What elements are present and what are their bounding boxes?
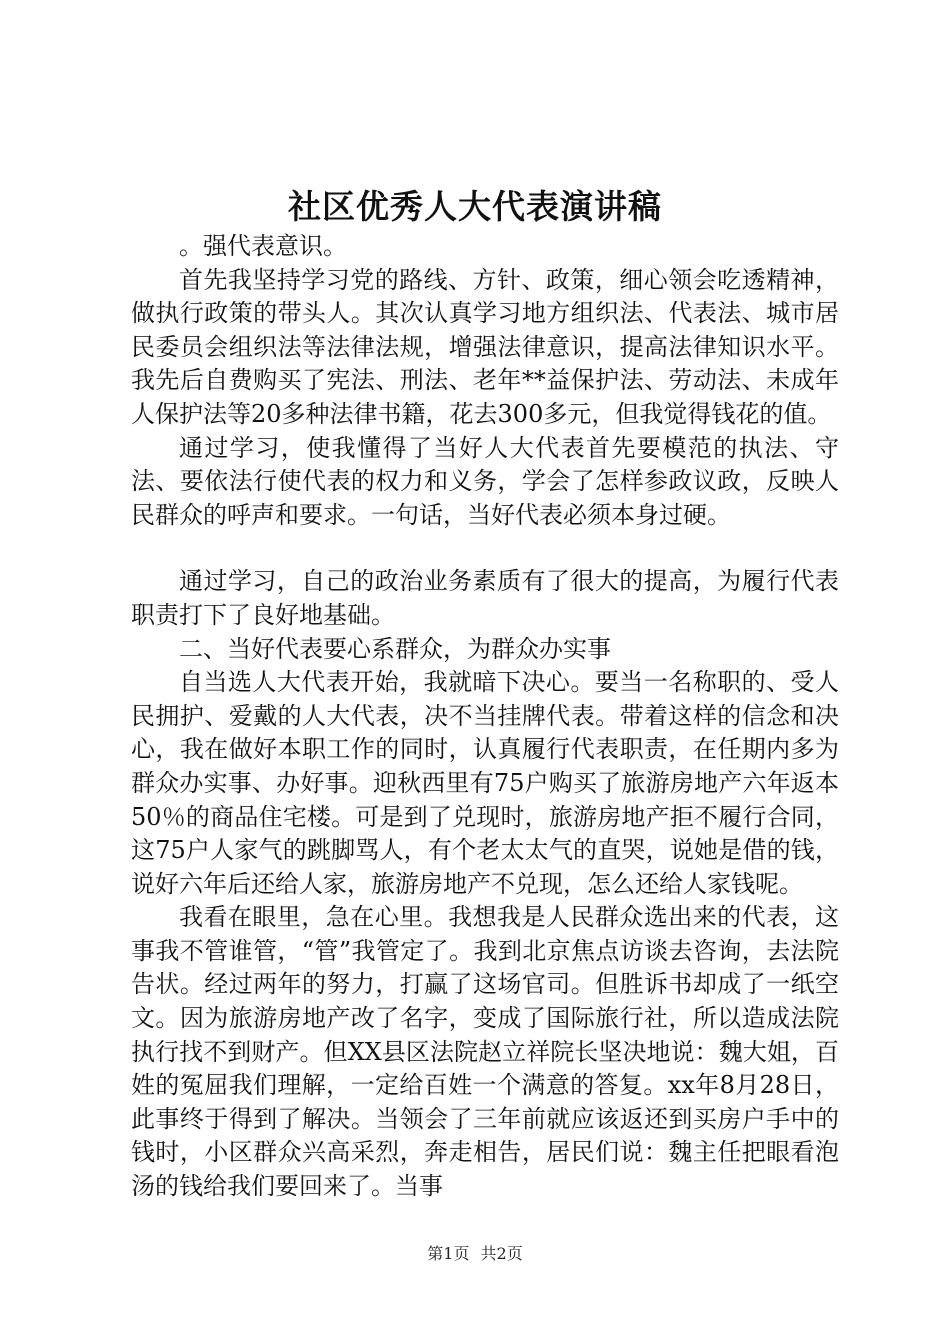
page-number: 第1页 [427,1244,470,1263]
paragraph: 我看在眼里，急在心里。我想我是人民群众选出来的代表，这事我不管谁管，“管”我管定了。我到北京焦点访谈去咨询，去法院告状。经过两年的努力，打赢了这场官司。但胜诉书却成了一纸空文。因为旅游房地产改了名字，变成了国际旅行社，所以造成法院执行找不到财产。但XX县区法院赵立祥院长坚决地说：魏大姐，百姓的冤屈我们理解，一定给百姓一个满意的答复。xx年8月28日，此事终于得到了解决。当领会了三年前就应该返还到买房户手中的钱时，小区群众兴高采烈，奔走相告，居民们说：魏主任把眼看泡汤的钱给我们要回来了。当事 [131,903,839,1201]
document-title: 社区优秀人大代表演讲稿 [288,187,662,226]
page-total: 共2页 [480,1244,523,1263]
paragraph: 自当选人大代表开始，我就暗下决心。要当一名称职的、受人民拥护、爱戴的人大代表，决不当挂牌代表。带着这样的信念和决心，我在做好本职工作的同时，认真履行代表职责，在任期内多为群众办实事、办好事。迎秋西里有75户购买了旅游房地产六年返本50％的商品住宅楼。可是到了兑现时，旅游房地产拒不履行合同，这75户人家气的跳脚骂人，有个老太太气的直哭，说她是借的钱，说好六年后还给人家，旅游房地产不兑现，怎么还给人家钱呢。 [131,668,839,898]
paragraph: 首先我坚持学习党的路线、方针、政策，细心领会吃透精神，做执行政策的带头人。其次认真学习地方组织法、代表法、城市居民委员会组织法等法律法规，增强法律意识，提高法律知识水平。我先后自费购买了宪法、刑法、老年**益保护法、劳动法、未成年人保护法等20多种法律书籍，花去300多元，但我觉得钱花的值。 [131,265,839,428]
page-footer [0,1244,950,1264]
paragraph: 。强代表意识。 [179,232,347,260]
paragraph: 通过学习，使我懂得了当好人大代表首先要模范的执法、守法、要依法行使代表的权力和义务，学会了怎样参政议政，反映人民群众的呼声和要求。一句话，当好代表必须本身过硬。 [131,433,839,529]
section-heading: 二、当好代表要心系群众，为群众办实事 [179,634,611,663]
paragraph: 通过学习，自己的政治业务素质有了很大的提高，为履行代表职责打下了良好地基础。 [131,567,839,629]
document-body [131,230,839,1204]
